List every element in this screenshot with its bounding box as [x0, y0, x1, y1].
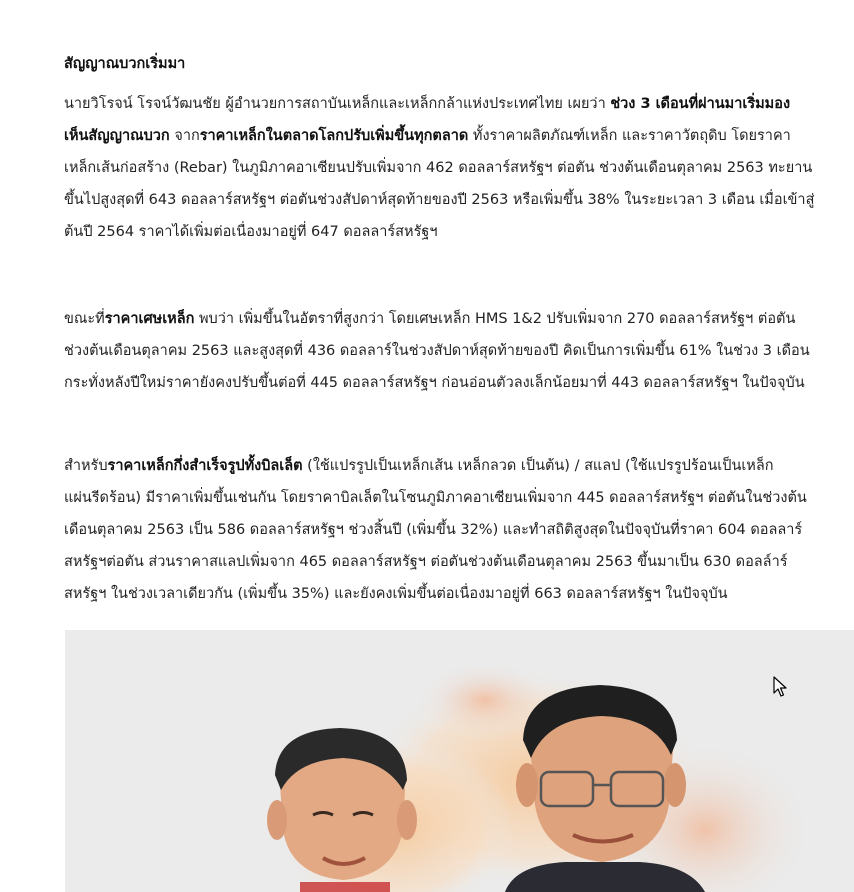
text-run: ช่วงต้นเดือนตุลาคม 2563 และสูงสุดที่ 436 ดอลลาร์ในช่วงสัปดาห์สุดท้ายของปี คิดเป็นการเพิ่มขึ้น 61% ในช่วง 3 เดือน — [64, 343, 810, 359]
text-run: กระทั่งหลังปีใหม่ราคายังคงปรับขึ้นต่อที่ 445 ดอลลาร์สหรัฐฯ ก่อนอ่อนตัวลงเล็กน้อยมาที่ 443 ดอลลาร์สหรัฐฯ ในปัจจุบัน — [64, 375, 805, 391]
paragraph-3 — [64, 452, 854, 612]
paragraph-line — [64, 580, 854, 612]
paragraph-1 — [64, 90, 854, 250]
text-run: ทั้งราคาผลิตภัณฑ์เหล็ก และราคาวัตถุดิบ โดยราคา — [468, 128, 791, 144]
section-heading: สัญญาณบวกเริ่มมา — [64, 56, 186, 72]
paragraph-line — [64, 516, 854, 548]
paragraph-line — [64, 548, 854, 580]
text-run: เดือนตุลาคม 2563 เป็น 586 ดอลลาร์สหรัฐฯ ช่วงสิ้นปี (เพิ่มขึ้น 32%) และทำสถิติสูงสุดในปัจจุบันที่ราคา 604 ดอลลาร์ — [64, 522, 803, 538]
text-run: ขณะที่ — [64, 311, 105, 327]
paragraph-line — [64, 452, 854, 484]
executives-illustration — [65, 630, 854, 892]
bold-text: ราคาเศษเหล็ก — [104, 311, 195, 327]
text-run: สำหรับ — [64, 458, 108, 474]
text-run: สหรัฐฯต่อตัน ส่วนราคาสแลปเพิ่มจาก 465 ดอลลาร์สหรัฐฯ ต่อตันช่วงต้นเดือนตุลาคม 2563 ขึ้นมาเป็น 630 ดอลล์าร์ — [64, 554, 788, 570]
paragraph-line — [64, 218, 854, 250]
bold-text: ราคาเหล็กในตลาดโลกปรับเพิ่มขึ้นทุกตลาด — [199, 128, 469, 144]
paragraph-line — [64, 122, 854, 154]
text-run: (ใช้แปรรูปเป็นเหล็กเส้น เหล็กลวด เป็นต้น) / สแลป (ใช้แปรรูปร้อนเป็นเหล็ก — [302, 458, 774, 474]
paragraph-line — [64, 90, 854, 122]
text-run: พบว่า เพิ่มขึ้นในอัตราที่สูงกว่า โดยเศษเหล็ก HMS 1&2 ปรับเพิ่มจาก 270 ดอลลาร์สหรัฐฯ ต่อตัน — [194, 311, 796, 327]
paragraph-2 — [64, 305, 854, 401]
bold-text: ช่วง 3 เดือนที่ผ่านมาเริ่มมอง — [610, 96, 791, 112]
text-run: แผ่นรีดร้อน) มีราคาเพิ่มขึ้นเช่นกัน โดยราคาบิลเล็ตในโซนภูมิภาคอาเซียนเพิ่มจาก 445 ดอลลาร์สหรัฐฯ ต่อตันในช่วงต้น — [64, 490, 807, 506]
text-run: เหล็กเส้นก่อสร้าง (Rebar) ในภูมิภาคอาเซียนปรับเพิ่มจาก 462 ดอลลาร์สหรัฐฯ ต่อตัน ช่วงต้นเดือนตุลาคม 2563 ทะยาน — [64, 160, 813, 176]
bold-text: ราคาเหล็กกึ่งสำเร็จรูปทั้งบิลเล็ต — [107, 458, 303, 474]
executives-photo — [65, 630, 854, 892]
bold-text: เห็นสัญญาณบวก — [64, 128, 170, 144]
text-run: ต้นปี 2564 ราคาได้เพิ่มต่อเนื่องมาอยู่ที่ 647 ดอลลาร์สหรัฐฯ — [64, 224, 438, 240]
text-run: นายวิโรจน์ โรจน์วัฒนชัย ผู้อำนวยการสถาบันเหล็กและเหล็กกล้าแห่งประเทศไทย เผยว่า — [64, 96, 611, 112]
paragraph-line — [64, 484, 854, 516]
text-run: ขึ้นไปสูงสุดที่ 643 ดอลลาร์สหรัฐฯ ต่อตันช่วงสัปดาห์สุดท้ายของปี 2563 หรือเพิ่มขึ้น 38% ในระยะเวลา 3 เดือน เมื่อเข้าสู่ — [64, 192, 815, 208]
text-run: สหรัฐฯ ในช่วงเวลาเดียวกัน (เพิ่มขึ้น 35%) และยังคงเพิ่มขึ้นต่อเนื่องมาอยู่ที่ 663 ดอลลาร์สหรัฐฯ ในปัจจุบัน — [64, 586, 728, 602]
paragraph-line — [64, 305, 854, 337]
mouse-cursor-icon — [773, 676, 789, 698]
paragraph-line — [64, 337, 854, 369]
paragraph-line — [64, 369, 854, 401]
text-run: จาก — [169, 128, 200, 144]
paragraph-line — [64, 186, 854, 218]
paragraph-line — [64, 154, 854, 186]
